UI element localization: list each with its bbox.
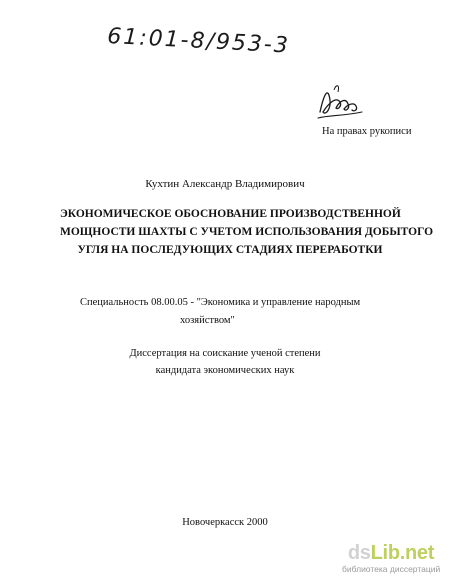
watermark-caption: библиотека диссертаций [342,564,441,574]
dissertation-title [60,205,434,259]
degree-line: Диссертация на соискание ученой степени [129,348,321,359]
author-name: Кухтин Александр Владимирович [145,178,305,190]
degree-line: кандидата экономических наук [155,365,295,376]
city-year: Новочеркасск 2000 [182,517,268,528]
rights-note: На правах рукописи [322,126,412,137]
signature [314,82,370,124]
title-line: МОЩНОСТИ ШАХТЫ С УЧЕТОМ ИСПОЛЬЗОВАНИЯ ДОБЫТОГО [60,226,434,238]
dslib-logo: dsLib.net [347,542,435,564]
title-line: УГЛЯ НА ПОСЛЕДУЮЩИХ СТАДИЯХ ПЕРЕРАБОТКИ [77,244,383,256]
specialty-line: Специальность 08.00.05 - "Экономика и управление народным [80,297,361,308]
degree-statement [0,345,450,379]
specialty-line: хозяйством" [180,315,235,326]
dslib-watermark [342,542,440,576]
specialty-block [80,294,400,330]
handwritten-reference-number: 61:01-8/953-3 [106,24,291,59]
title-line: ЭКОНОМИЧЕСКОЕ ОБОСНОВАНИЕ ПРОИЗВОДСТВЕННОЙ [60,208,401,220]
